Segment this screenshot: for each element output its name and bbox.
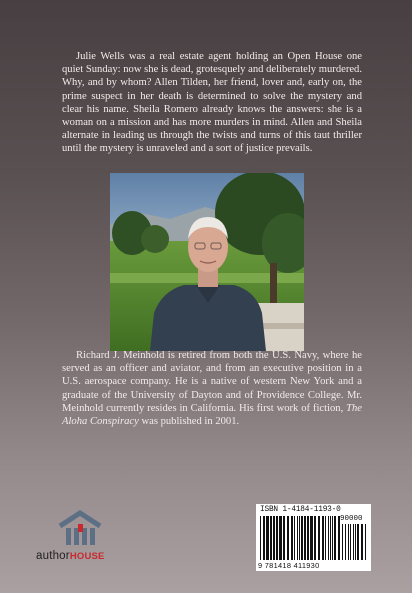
price-barcode-bars xyxy=(342,524,368,560)
previous-book-title: The Aloha Conspiracy xyxy=(62,402,362,428)
ean-digits: 9 781418 411930 xyxy=(258,561,320,570)
publisher-logo xyxy=(36,510,126,566)
author-bio-text: Richard J. Meinhold is retired from both the U.S. Navy, where he served as an officer and aviator, and from an executive position in a U.S. aerospace company. He is a native of western New York and a graduate of the University of Dayton and of Providence College. Mr. Meinhold currently resides in California. His first work of fiction, xyxy=(62,350,362,414)
price-code: 90000 xyxy=(340,515,363,523)
author-bio-end: was published in 2001. xyxy=(138,416,240,428)
publisher-name xyxy=(36,550,146,562)
author-photo-image xyxy=(110,173,304,351)
book-blurb: Julie Wells was a real estate agent holding an Open House one quiet Sunday: now she is dead, grotesquely and deliberately murdered. Why, and by whom? Allen Tilden, her friend, lover and, early on, the prime suspect in her death is determined to solve the mystery and clear his name. Sheila Romero already knows the answers: she is a woman on a mission and has more murders in mind. Allen and Sheila alternate in leading us through the twists and turns of this taut thriller until the mystery is unraveled and a sort of justice prevails. xyxy=(62,51,362,155)
author-bio xyxy=(62,349,362,428)
book-house-logo-icon xyxy=(56,510,104,546)
ean-barcode-bars xyxy=(260,516,340,560)
publisher-name-part1: author xyxy=(36,550,70,562)
author-photo xyxy=(110,173,304,351)
isbn-barcode xyxy=(256,504,371,571)
publisher-name-part2: HOUSE xyxy=(69,551,105,562)
isbn-label: ISBN 1-4184-1193-0 xyxy=(260,506,341,514)
